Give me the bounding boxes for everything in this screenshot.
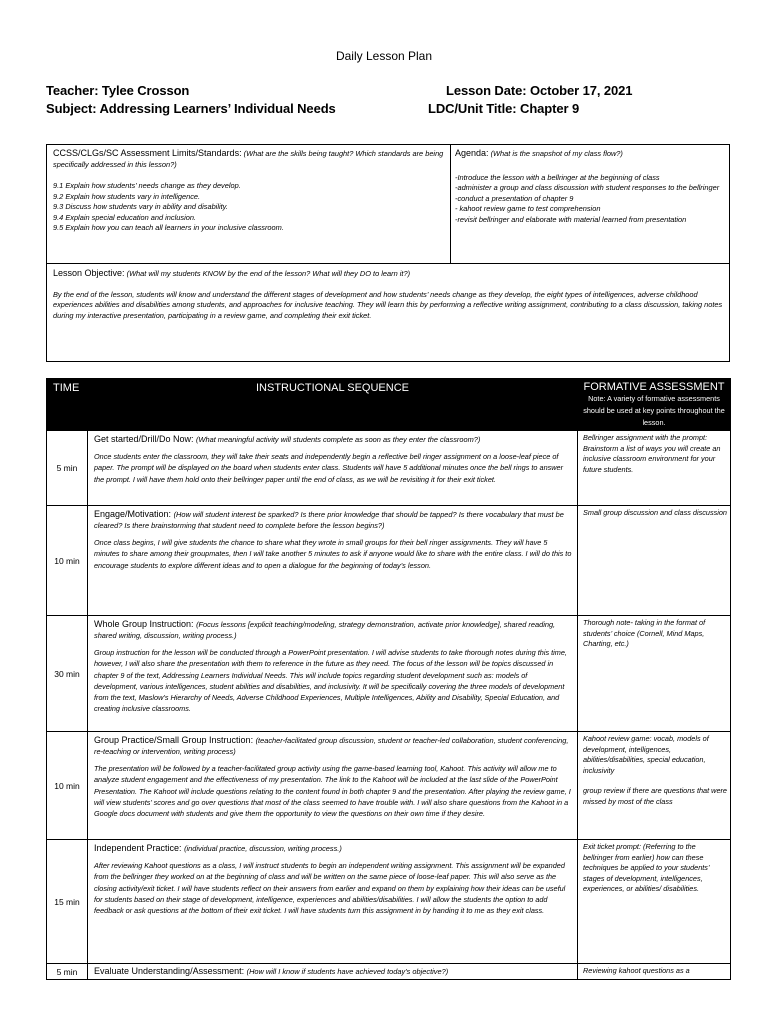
standard-item: 9.2 Explain how students vary in intelligence. (53, 191, 201, 201)
standards-header (53, 148, 446, 170)
standard-item: 9.1 Explain how students’ needs change as they develop. (53, 181, 241, 190)
objective-header (53, 268, 725, 280)
section-title: Independent Practice: (individual practice, discussion, writing process.) (94, 843, 342, 853)
time-cell: 10 min (47, 732, 88, 840)
assessment-text: Kahoot review game: vocab, models of development, intelligences, abilities/disabilities, special education, inclusivity (583, 734, 709, 775)
assessment-text: Bellringer assignment with the prompt: Brainstorm a list of ways you will create an inclusive classroom environment for your future students. (583, 433, 721, 474)
teacher-name: Teacher: Tylee Crosson (46, 83, 190, 98)
col-sequence-header: INSTRUCTIONAL SEQUENCE (88, 379, 578, 431)
sequence-cell (88, 964, 578, 980)
section-body: Group instruction for the lesson will be conducted through a PowerPoint presentation. I will advise students to take thorough notes during this time, however, I will also share the presentation with them to reference in the future as they need. The focus of the lesson will be topics discussed in chapter 9 of the text, Addressing Learners Individual Needs. This will include topics regarding student development such as: models of development, various intelligences, student abilities and disabilities, and inclusivity. It will be specifically covering the three models of development from the text, Maslow’s Hierarchy of Needs, Adverse Childhood Experiences, Multiple Intelligences, Ability and Disability, Special Education, and creating inclusive classrooms. (94, 648, 567, 714)
section-title: Group Practice/Small Group Instruction: (teacher-facilitated group discussion, student or teacher-led collaboration, student conferencing, re-teaching or intervention, writing process) (94, 735, 569, 756)
standard-item: 9.3 Discuss how students vary in ability and disability. (53, 202, 228, 211)
assessment-text: Exit ticket prompt: (Referring to the bellringer from earlier) how can these techniques be applied to your students’ stages of development, intelligences, experiences, or abilities/ disabilities. (583, 842, 710, 894)
sequence-cell (88, 506, 578, 616)
agenda-item: -conduct a presentation of chapter 9 (455, 193, 574, 203)
document-title: Daily Lesson Plan (335, 49, 433, 63)
instructional-table (46, 378, 731, 980)
section-body: Once class begins, I will give students the chance to share what they wrote in small groups for their bell ringer assignments. They will have 5 minutes to share among their groupmates, then I will take another 5 minutes to ask if anyone would like to share with the entire class. I will do this to encourage students to explore different ideas and to open a dialogue for the beginning of today’s lesson. (94, 538, 572, 570)
formative-note: Note: A variety of formative assessments should be used at key points throughout the lesson. (583, 394, 725, 427)
time-cell: 30 min (47, 616, 88, 732)
standards-list (53, 181, 446, 234)
sequence-cell (88, 732, 578, 840)
assessment-text: Small group discussion and class discussion (583, 508, 727, 517)
agenda-item: -Introduce the lesson with a bellringer at the beginning of class (455, 172, 660, 182)
agenda-list (455, 173, 725, 226)
agenda-label: Agenda: (455, 148, 489, 158)
assessment-cell (578, 431, 731, 506)
time-cell: 10 min (47, 506, 88, 616)
standards-prompt: (What are the skills being taught? Which standards are being specifically addressed in this lesson?) (53, 149, 444, 169)
section-body: After reviewing Kahoot questions as a class, I will instruct students to begin an independent writing assignment. This assignment will be expanded from the bellringer they worked on at the beginning of class and will be written on the same piece of loose-leaf paper. This will also serve as the closing activity/exit ticket. I will have students reflect on their answers from earlier and expand on them by explaining how their ideas can be useful for students based on their stage of development, intelligence, experiences and abilities/disabilities. I will allow the students the option to add feedback or ask questions at the bottom of their exit ticket. I will have students turn this assignment in by handing it to me as they exit class. (94, 861, 566, 916)
assessment-text: group review if there are questions that were missed by most of the class (583, 786, 727, 806)
sequence-cell (88, 840, 578, 964)
col-time-header: TIME (47, 379, 88, 431)
standard-item: 9.5 Explain how you can teach all learners in your inclusive classroom. (53, 223, 284, 232)
table-row (47, 616, 731, 732)
section-title: Engage/Motivation: (How will student interest be sparked? Is there prior knowledge that should be tapped? Is there vocabulary that must be cleared? Is there brainstorming that student need to complete before the lesson begins?) (94, 509, 564, 530)
table-row (47, 732, 731, 840)
assessment-cell (578, 840, 731, 964)
lesson-date: Lesson Date: October 17, 2021 (446, 83, 633, 98)
agenda-item: -revisit bellringer and elaborate with material learned from presentation (455, 214, 687, 224)
agenda-item: -administer a group and class discussion with student responses to the bellringer (455, 183, 720, 192)
agenda-box (450, 144, 730, 264)
section-body: Once students enter the classroom, they will take their seats and independently begin a reflective bell ringer assignment on a loose-leaf piece of paper. The prompt will be displayed on the board when students enter class. Students will have 5 additional minutes once the bell rings to answer the prompt. I will have them hold onto their bellringer paper until the end of class, as we will be revisiting it for their exit ticket. (94, 452, 564, 484)
objective-box (46, 263, 730, 362)
assessment-text: Reviewing kahoot questions as a (583, 966, 690, 975)
agenda-item: - kahoot review game to test comprehension (455, 204, 601, 213)
assessment-cell (578, 732, 731, 840)
table-header-row (47, 379, 731, 431)
subject: Subject: Addressing Learners’ Individual Needs (46, 101, 336, 116)
table-row (47, 964, 731, 980)
assessment-cell (578, 964, 731, 980)
standards-box (46, 144, 451, 264)
section-title: Get started/Drill/Do Now: (What meaningful activity will students complete as soon as they enter the classroom?) (94, 434, 481, 444)
standard-item: 9.4 Explain special education and inclusion. (53, 212, 196, 222)
objective-label: Lesson Objective: (53, 268, 125, 278)
time-cell: 5 min (47, 431, 88, 506)
table-row (47, 840, 731, 964)
section-body: The presentation will be followed by a teacher-facilitated group activity using the game-based learning tool, Kahoot. This activity will allow me to analyze student engagement and the effectiveness of my presentation. The link to the Kahoot will be included at the last slide of the PowerPoint Presentation. The Kahoot will include questions relating to the content found in both chapter 9 and the presentation. After playing the review game, I will view students’ scores and go over questions that most of the class seemed to have trouble with. I will also share questions from the Kahoot in a Google docs document with students and give them the opportunity to view the questions on their own time if they desire. (94, 764, 571, 819)
assessment-cell (578, 506, 731, 616)
time-cell: 5 min (47, 964, 88, 980)
section-title: Evaluate Understanding/Assessment: (How will I know if students have achieved today’s objective?) (94, 966, 449, 976)
assessment-text: Thorough note- taking in the format of students’ choice (Cornell, Mind Maps, Charting, etc.) (583, 618, 706, 649)
sequence-cell (88, 431, 578, 506)
objective-prompt: (What will my students KNOW by the end of the lesson? What will they DO to learn it?) (126, 269, 411, 278)
time-cell: 15 min (47, 840, 88, 964)
table-row (47, 506, 731, 616)
formative-header-title: FORMATIVE ASSESSMENT (583, 381, 725, 393)
agenda-header (455, 148, 725, 160)
agenda-prompt: (What is the snapshot of my class flow?) (490, 149, 623, 158)
table-row (47, 431, 731, 506)
assessment-cell (578, 616, 731, 732)
col-formative-header (578, 379, 731, 431)
standards-label: CCSS/CLGs/SC Assessment Limits/Standards: (53, 148, 242, 158)
sequence-cell (88, 616, 578, 732)
objective-text: By the end of the lesson, students will know and understand the different stages of development and how students’ needs change as they develop, the eight types of intelligences, adverse childhood experiences abilities and disabilities among students, and approaches for inclusive teaching. They will learn this by performing a reflective writing assignment, contributing to a class discussion, taking notes during my interactive presentation, participating in a review game, and completing their exit ticket. (53, 289, 723, 320)
section-title: Whole Group Instruction: (Focus lessons [explicit teaching/modeling, strategy demonstration, activate prior knowledge], shared reading, shared writing, discussion, writing process.) (94, 619, 556, 640)
unit-title: LDC/Unit Title: Chapter 9 (428, 101, 580, 116)
